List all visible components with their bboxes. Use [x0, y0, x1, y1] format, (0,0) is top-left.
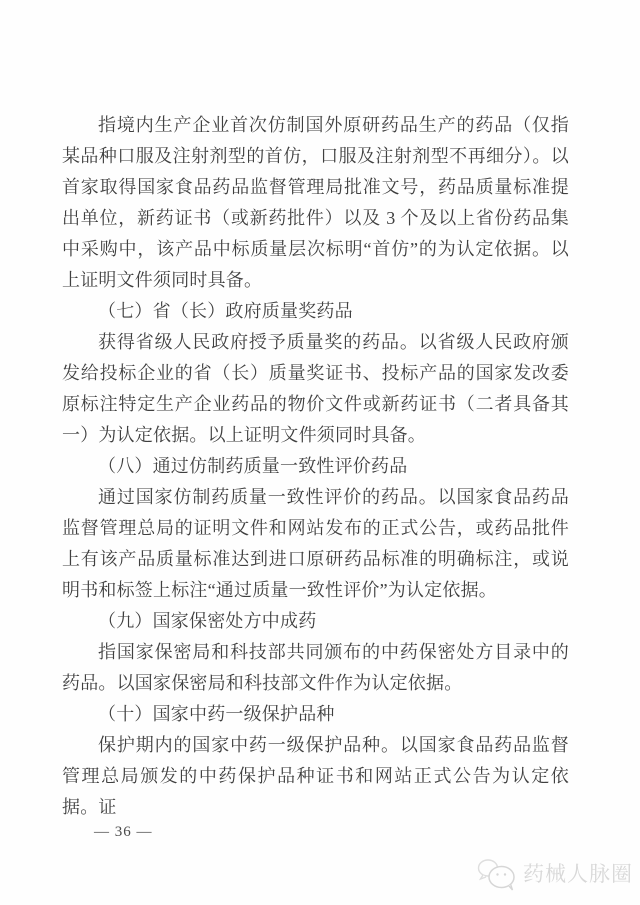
wechat-icon — [476, 856, 518, 892]
heading-section-10: （十）国家中药一级保护品种 — [98, 704, 335, 724]
watermark-label: 药械人脉圈 — [523, 862, 633, 886]
paragraph-section-7: 获得省级人民政府授予质量奖的药品。以省级人民政府颁发给投标企业的省（长）质量奖证书、投标产品的国家发改委原标注特定生产企业药品的物价文件或新药证书（二者具备其一）为认定依据。以上证明文件须同时具备。 — [62, 332, 569, 445]
paragraph-section-9: 指国家保密局和科技部共同颁布的中药保密处方目录中的药品。以国家保密局和科技部文件作为认定依据。 — [62, 642, 569, 693]
heading-section-8: （八）通过仿制药质量一致性评价药品 — [98, 456, 408, 476]
paragraph-section-10: 保护期内的国家中药一级保护品种。以国家食品药品监督管理总局颁发的中药保护品种证书和网站正式公告为认定依据。证 — [62, 735, 569, 817]
page-number: — 36 — — [94, 824, 153, 840]
paragraph-section-8: 通过国家仿制药质量一致性评价的药品。以国家食品药品监督管理总局的证明文件和网站发布的正式公告，或药品批件上有该产品质量标准达到进口原研药品标准的明确标注，或说明书和标签上标注“通过质量一致性评价”为认定依据。 — [62, 487, 569, 600]
document-body — [62, 110, 569, 823]
heading-section-9: （九）国家保密处方中成药 — [98, 611, 317, 631]
watermark — [476, 856, 633, 892]
paragraph-first-imitation: 指境内生产企业首次仿制国外原研药品生产的药品（仅指某品种口服及注射剂型的首仿，口服及注射剂型不再细分）。以首家取得国家食品药品监督管理局批准文号，药品质量标准提出单位，新药证书（或新药批件）以及 3 个及以上省份药品集中采购中，该产品中标质量层次标明“首仿”的为认定依据。以上证明文件须同时具备。 — [62, 115, 569, 290]
heading-section-7: （七）省（长）政府质量奖药品 — [98, 301, 353, 321]
